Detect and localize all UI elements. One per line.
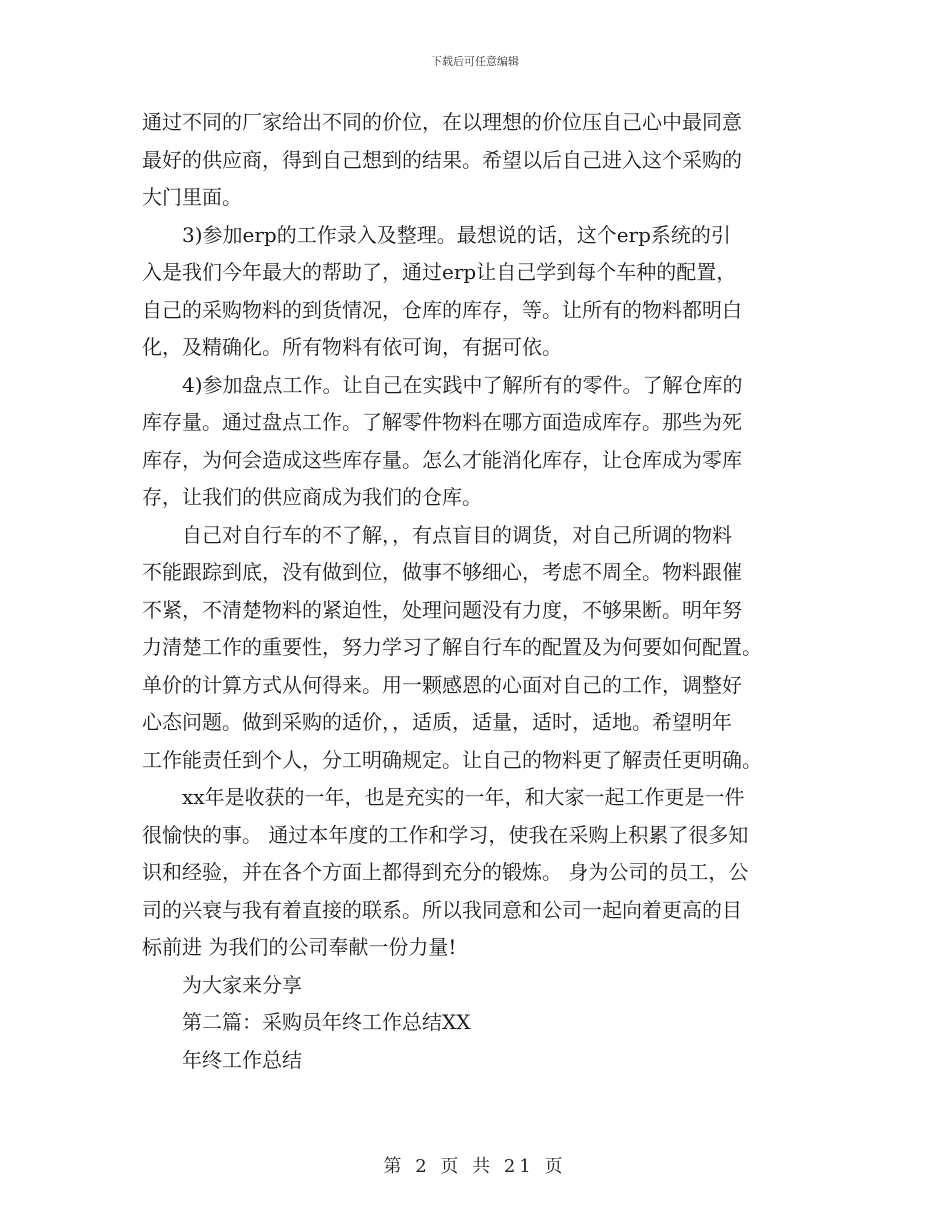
text-line: xx年是收获的一年，也是充实的一年，和大家一起工作更是一件: [142, 785, 745, 809]
page-number: 第 2 页 共 21 页: [383, 1156, 567, 1177]
text-line: 通过不同的厂家给出不同的价位，在以理想的价位压自己心中最同意: [142, 110, 742, 134]
text-line: 库存量。通过盘点工作。了解零件物料在哪方面造成库存。那些为死: [142, 410, 742, 434]
text-line: 单价的计算方式从何得来。用一颗感恩的心面对自己的工作，调整好: [142, 672, 742, 697]
text-line: 工作能责任到个人，分工明确规定。让自己的物料更了解责任更明确。: [142, 747, 762, 772]
text-line: 心态问题。做到采购的适价，，适质，适量，适时，适地。希望明年: [142, 710, 732, 734]
text-line: 3)参加erp的工作录入及整理。最想说的话，这个erp系统的引: [142, 222, 731, 247]
document-body: [142, 104, 810, 1079]
text-line: 年终工作总结: [142, 1047, 302, 1072]
text-line: 不紧，不清楚物料的紧迫性，处理问题没有力度，不够果断。明年努: [142, 597, 742, 622]
text-line: 司的兴衰与我有着直接的联系。所以我同意和公司一起向着更高的目: [142, 897, 742, 922]
text-line: 存，让我们的供应商成为我们的仓库。: [142, 485, 482, 509]
text-line: 大门里面。: [142, 185, 242, 209]
text-line: 为大家来分享: [142, 972, 302, 997]
text-line: 自己的采购物料的到货情况，仓库的库存，等。让所有的物料都明白: [142, 297, 742, 322]
text-line: 自己对自行车的不了解，，有点盲目的调货，对自己所调的物料: [142, 522, 732, 547]
text-line: 4)参加盘点工作。让自己在实践中了解所有的零件。了解仓库的: [142, 372, 743, 397]
text-line: 化，及精确化。所有物料有依可询，有据可依。: [142, 335, 562, 359]
page-header: 下载后可任意编辑: [431, 55, 519, 68]
text-line: 库存，为何会造成这些库存量。怎么才能消化库存，让仓库成为零库: [142, 447, 742, 472]
text-line: 力清楚工作的重要性，努力学习了解自行车的配置及为何要如何配置。: [142, 635, 762, 659]
text-line: 标前进 为我们的公司奉献一份力量!: [142, 935, 457, 959]
text-line: 很愉快的事。 通过本年度的工作和学习，使我在采购上积累了很多知: [142, 822, 749, 847]
text-line: 最好的供应商，得到自己想到的结果。希望以后自己进入这个采购的: [142, 147, 742, 172]
text-line: 不能跟踪到底，没有做到位，做事不够细心，考虑不周全。物料跟催: [142, 560, 742, 584]
text-line: 识和经验，并在各个方面上都得到充分的锻炼。 身为公司的员工，公: [142, 860, 749, 884]
text-line: 入是我们今年最大的帮助了，通过erp让自己学到每个车种的配置，: [142, 260, 737, 284]
section-title: 第二篇：采购员年终工作总结XX: [142, 1010, 471, 1034]
